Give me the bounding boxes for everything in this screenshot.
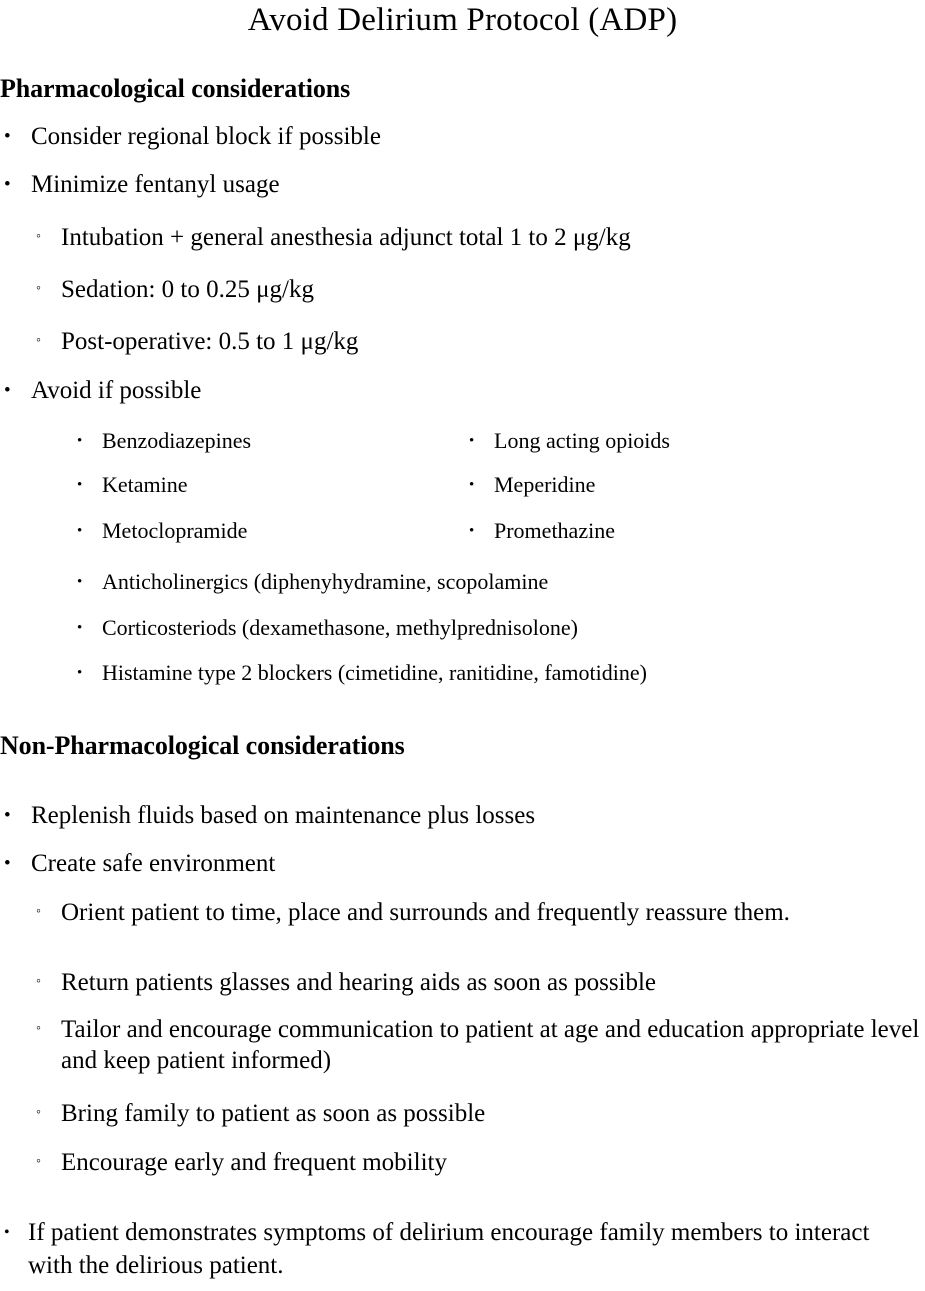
page-title: Avoid Delirium Protocol (ADP): [247, 2, 678, 38]
list-item-label: Long acting opioids: [494, 428, 670, 453]
list-item: [36, 967, 656, 998]
bullet-disc-icon: •: [77, 523, 83, 539]
list-item-label: Tailor and encourage communication to patient at age and education appropriate level and keep patient informed): [61, 1016, 920, 1074]
list-item-label: Create safe environment: [31, 850, 276, 877]
bullet-circle-icon: ◦: [36, 229, 41, 244]
bullet-disc-icon: •: [77, 665, 83, 681]
bullet-circle-icon: ◦: [36, 1105, 41, 1120]
list-item: [36, 1098, 485, 1129]
list-item-label: Avoid if possible: [31, 377, 202, 404]
list-item-label: Promethazine: [494, 518, 615, 543]
list-item-label: Bring family to patient as soon as possible: [61, 1100, 486, 1127]
list-item: [469, 471, 595, 499]
list-item-label: Corticosteriods (dexamethasone, methylprednisolone): [102, 615, 578, 640]
list-item: [77, 614, 925, 642]
list-item-label: Meperidine: [494, 472, 596, 497]
bullet-disc-icon: •: [77, 574, 83, 590]
list-item-label: Encourage early and frequent mobility: [61, 1149, 447, 1176]
list-item: [36, 326, 358, 357]
list-item: [4, 121, 381, 152]
list-item-label: Post-operative: 0.5 to 1 μg/kg: [61, 328, 359, 355]
bullet-disc-icon: •: [469, 477, 475, 493]
bullet-disc-icon: •: [4, 853, 11, 874]
list-item: [4, 848, 275, 879]
list-item: [77, 659, 925, 687]
list-item: [36, 1147, 447, 1178]
bullet-disc-icon: •: [4, 380, 11, 401]
list-item-label: Sedation: 0 to 0.25 μg/kg: [61, 276, 314, 303]
list-item-label: Benzodiazepines: [102, 428, 252, 453]
list-item: [36, 1014, 922, 1076]
bullet-disc-icon: •: [4, 805, 11, 826]
list-item-label: Anticholinergics (diphenyhydramine, scopolamine: [102, 569, 549, 594]
section-heading-non-pharmacological: Non-Pharmacological considerations: [0, 731, 405, 760]
list-item: [77, 471, 188, 499]
bullet-circle-icon: ◦: [36, 1154, 41, 1169]
bullet-disc-icon: •: [77, 620, 83, 636]
bullet-disc-icon: •: [469, 433, 475, 449]
list-item: [4, 169, 280, 200]
list-item-label: Replenish fluids based on maintenance plus losses: [31, 802, 536, 829]
list-item-label: Return patients glasses and hearing aids as soon as possible: [61, 969, 657, 996]
bullet-circle-icon: ◦: [36, 904, 41, 919]
list-item: [77, 517, 247, 545]
list-item: [469, 427, 670, 455]
list-item-label: Minimize fentanyl usage: [31, 171, 280, 198]
list-item-label: Metoclopramide: [102, 518, 248, 543]
list-item-label: Histamine type 2 blockers (cimetidine, ranitidine, famotidine): [102, 660, 647, 685]
list-item-closing: [4, 1216, 884, 1282]
list-item-label: If patient demonstrates symptoms of delirium encourage family members to interact with the delirious patient.: [28, 1219, 870, 1279]
bullet-disc-icon: •: [77, 477, 83, 493]
bullet-circle-icon: ◦: [36, 333, 41, 348]
list-item: [469, 517, 615, 545]
list-item: [77, 427, 251, 455]
list-item-label: Consider regional block if possible: [31, 123, 381, 150]
bullet-circle-icon: ◦: [36, 1021, 41, 1036]
bullet-disc-icon: •: [4, 1224, 10, 1241]
list-item: [36, 897, 922, 928]
bullet-circle-icon: ◦: [36, 974, 41, 989]
list-item-label: Ketamine: [102, 472, 188, 497]
bullet-disc-icon: •: [4, 126, 11, 147]
section-heading-pharmacological: Pharmacological considerations: [0, 74, 351, 103]
list-item-label: Intubation + general anesthesia adjunct total 1 to 2 μg/kg: [61, 224, 631, 251]
list-item: [77, 568, 925, 596]
list-item: [36, 274, 314, 305]
list-item: [4, 800, 535, 831]
bullet-disc-icon: •: [77, 433, 83, 449]
list-item-label: Orient patient to time, place and surrounds and frequently reassure them.: [61, 899, 790, 926]
bullet-disc-icon: •: [4, 174, 11, 195]
bullet-disc-icon: •: [469, 523, 475, 539]
list-item: [36, 222, 631, 253]
list-item: [4, 375, 201, 406]
bullet-circle-icon: ◦: [36, 281, 41, 296]
